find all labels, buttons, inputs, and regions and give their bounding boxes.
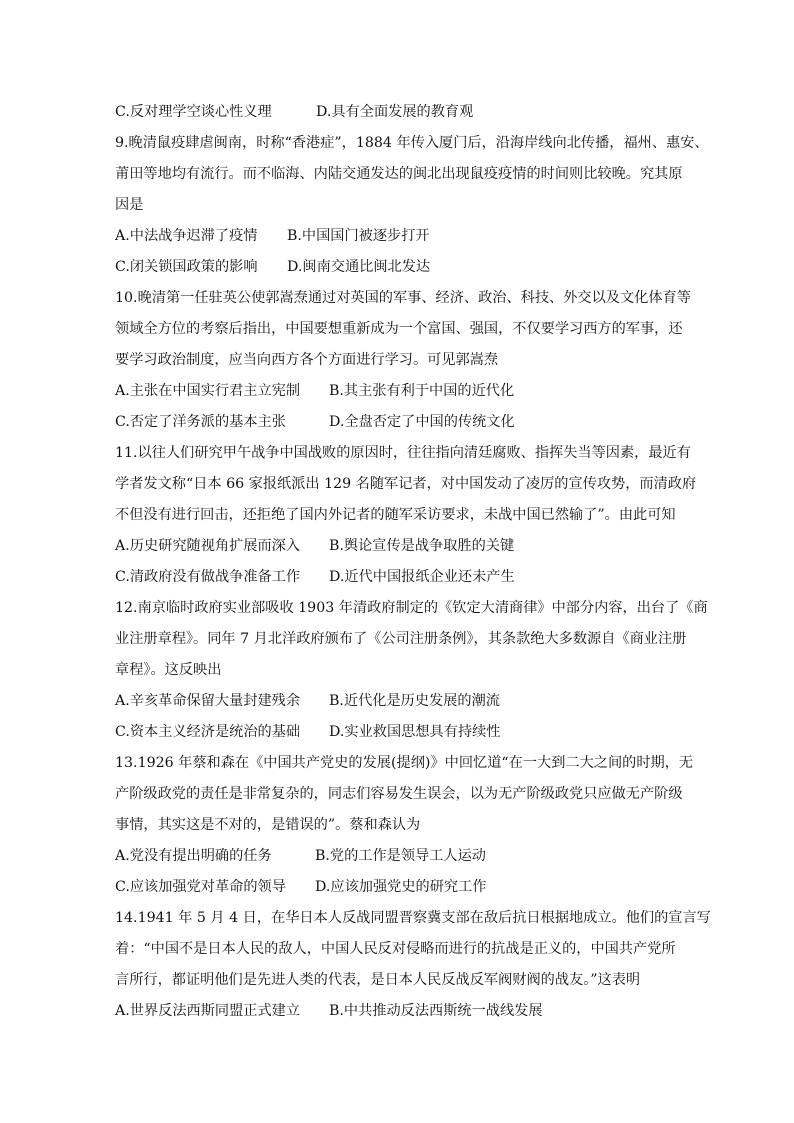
option-a: A.主张在中国实行君主立宪制 bbox=[115, 383, 301, 399]
option-b: B.近代化是历史发展的潮流 bbox=[329, 693, 500, 709]
option-c: C.闭关锁国政策的影响 bbox=[115, 259, 258, 275]
option-b: B.舆论宣传是战争取胜的关键 bbox=[329, 538, 515, 554]
option-row bbox=[115, 376, 680, 407]
question-text-line: 学者发文称“日本 66 家报纸派出 129 名随军记者，对中国发动了凌厉的宣传攻势，而清政府 bbox=[115, 476, 697, 492]
question-text-line: 章程》。这反映出 bbox=[115, 662, 222, 678]
question-text-line: 着：“中国不是日本人民的敌人，中国人民反对侵略而进行的抗战是正义的，中国共产党所 bbox=[115, 941, 676, 957]
option-row bbox=[115, 562, 680, 593]
question-14 bbox=[115, 903, 711, 1027]
question-11 bbox=[115, 438, 697, 593]
question-10 bbox=[115, 283, 691, 438]
question-text-line: 领域全方位的考察后指出，中国要想重新成为一个富国、强国，不仅要学习西方的军事，还 bbox=[115, 321, 683, 337]
question-text-line: 12.南京临时政府实业部吸收 1903 年清政府制定的《钦定大清商律》中部分内容，出台了《商 bbox=[115, 600, 708, 616]
question-text-line: 言所行，都证明他们是先进人类的代表，是日本人民反战反军阀财阀的战友。”这表明 bbox=[115, 972, 641, 988]
option-row bbox=[115, 717, 680, 748]
option-c: C.清政府没有做战争准备工作 bbox=[115, 569, 301, 585]
option-a: A.世界反法西斯同盟正式建立 bbox=[115, 1003, 301, 1019]
question-text-line: 9.晚清鼠疫肆虐闽南，时称“香港症”，1884 年传入厦门后，沿海岸线向北传播，福州、惠安、 bbox=[115, 135, 709, 151]
question-text-line: 因是 bbox=[115, 197, 144, 213]
option-row bbox=[115, 686, 680, 717]
option-row bbox=[115, 872, 680, 903]
question-12 bbox=[115, 593, 708, 748]
option-c: C.否定了洋务派的基本主张 bbox=[115, 414, 286, 430]
question-text-line: 不但没有进行回击，还拒绝了国内外记者的随军采访要求，未战中国已然输了”。由此可知 bbox=[115, 507, 676, 523]
option-a: A.历史研究随视角扩展而深入 bbox=[115, 538, 301, 554]
question-9 bbox=[115, 128, 709, 283]
option-b: B.中国国门被逐步打开 bbox=[287, 228, 430, 244]
option-row bbox=[115, 221, 680, 252]
option-c: C.资本主义经济是统治的基础 bbox=[115, 724, 301, 740]
option-d: D.具有全面发展的教育观 bbox=[316, 104, 474, 120]
question-text-line: 莆田等地均有流行。而不临海、内陆交通发达的闽北出现鼠疫疫情的时间则比较晚。究其原 bbox=[115, 166, 683, 182]
option-row bbox=[115, 841, 680, 872]
option-d: D.近代中国报纸企业还未产生 bbox=[329, 569, 515, 585]
option-b: B.中共推动反法西斯统一战线发展 bbox=[329, 1003, 543, 1019]
question-text-line: 13.1926 年蔡和森在《中国共产党史的发展(提纲)》中回忆道“在一大到二大之间的时期，无 bbox=[115, 755, 694, 771]
option-a: A.党没有提出明确的任务 bbox=[115, 848, 272, 864]
question-text-line: 事情，其实这是不对的，是错误的”。蔡和森认为 bbox=[115, 817, 421, 833]
option-row bbox=[115, 252, 680, 283]
option-row bbox=[115, 97, 680, 128]
option-row bbox=[115, 996, 680, 1027]
question-text-line: 10.晚清第一任驻英公使郭嵩焘通过对英国的军事、经济、政治、科技、外交以及文化体育等 bbox=[115, 290, 691, 306]
question-text-line: 14.1941 年 5 月 4 日，在华日本人反战同盟晋察冀支部在敌后抗日根据地成立。他们的宣言写 bbox=[115, 910, 711, 926]
option-b: B.其主张有利于中国的近代化 bbox=[329, 383, 515, 399]
question-text-line: 业注册章程》。同年 7 月北洋政府颁布了《公司注册条例》，其条款绝大多数源自《商业注册 bbox=[115, 631, 687, 647]
option-a: A.中法战争迟滞了疫情 bbox=[115, 228, 258, 244]
option-d: D.应该加强党史的研究工作 bbox=[315, 879, 487, 895]
option-d: D.全盘否定了中国的传统文化 bbox=[329, 414, 515, 430]
question-text-line: 11.以往人们研究甲午战争中国战败的原因时，往往指向清廷腐败、指挥失当等因素，最近有 bbox=[115, 445, 691, 461]
option-c: C.反对理学空谈心性义理 bbox=[115, 104, 272, 120]
option-c: C.应该加强党对革命的领导 bbox=[115, 879, 286, 895]
option-b: B.党的工作是领导工人运动 bbox=[315, 848, 486, 864]
option-d: D.闽南交通比闽北发达 bbox=[287, 259, 431, 275]
question-13 bbox=[115, 748, 694, 903]
question-text-line: 要学习政治制度，应当向西方各个方面进行学习。可见郭嵩焘 bbox=[115, 352, 499, 368]
option-d: D.实业救国思想具有持续性 bbox=[329, 724, 501, 740]
option-row bbox=[115, 407, 680, 438]
question-text-line: 产阶级政党的责任是非常复杂的，同志们容易发生误会，以为无产阶级政党只应做无产阶级 bbox=[115, 786, 683, 802]
prev-question-options bbox=[115, 97, 680, 128]
option-a: A.辛亥革命保留大量封建残余 bbox=[115, 693, 301, 709]
option-row bbox=[115, 531, 680, 562]
